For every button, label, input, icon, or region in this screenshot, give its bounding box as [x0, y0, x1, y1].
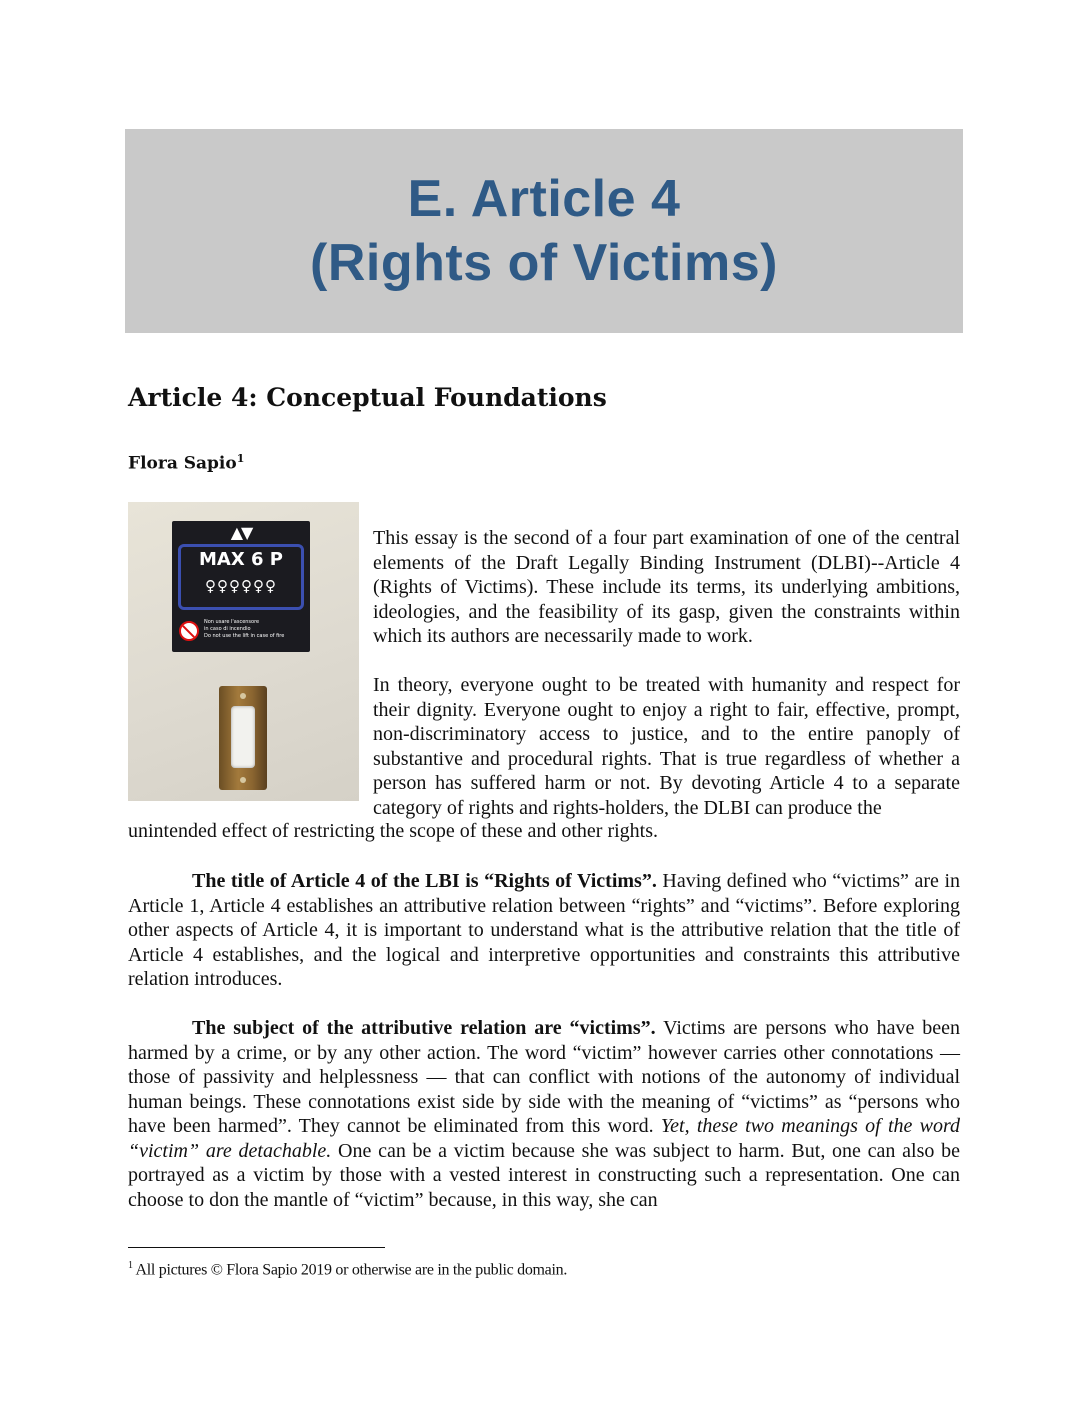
paragraph-subject-lead: The subject of the attributive relation are “victims”.	[192, 1017, 656, 1039]
elevator-sign-icon	[172, 521, 310, 652]
call-button-face	[231, 706, 255, 768]
call-button-icon	[219, 686, 267, 790]
elevator-photo	[128, 502, 359, 801]
chapter-title-line-2: (Rights of Victims)	[310, 234, 778, 292]
footnote-number: 1	[128, 1260, 133, 1271]
paragraph-subject	[128, 1016, 960, 1212]
chapter-title-line-1: E. Article 4	[407, 170, 681, 228]
fire-warning-line-2: in caso di incendio	[204, 626, 251, 632]
capacity-text: MAX 6 P	[199, 549, 283, 570]
paragraph-subject-emphasis: Yet, these two meanings of the word “victim” are detachable.	[128, 1115, 960, 1162]
fire-warning-note	[204, 619, 306, 640]
paragraph-title-relation-lead: The title of Article 4 of the LBI is “Rights of Victims”.	[192, 870, 657, 892]
footnote	[128, 1260, 567, 1279]
paragraph-subject-body-2: One can be a victim because she was subject to harm. But, one can also be portrayed as a victim by those with a vested interest in constructing such a representation. One can choose to don the mantle of “victim” because, in this way, she can	[128, 1139, 960, 1211]
author-name: Flora Sapio	[128, 453, 237, 474]
chapter-banner	[125, 129, 963, 333]
no-lift-fire-icon	[179, 621, 199, 641]
fire-warning-line-3: Do not use the lift in case of fire	[204, 633, 285, 639]
paragraph-title-relation-body: Having defined who “victims” are in Article 1, Article 4 establishes an attributive relation between “rights” and “victims”. Before exploring other aspects of Article 4, it is important to understand what is the attributive relation that the title of Article 4 establishes, and the logical and interpretive opportunities and constraints this attributive relation introduces.	[128, 870, 960, 990]
paragraph-theory: In theory, everyone ought to be treated with humanity and respect for their dignity. Everyone ought to enjoy a right to fair, effective, prompt, non-discriminatory access to justice, and to the entire panoply of substantive and procedural rights. That is true regardless of whether a person has suffered harm or not. By devoting Article 4 to a separate category of rights and rights-holders, the DLBI can produce the	[373, 674, 960, 819]
paragraph-subject-body-1: Victims are persons who have been harmed by a crime, or by any other action. The word “victim” however carries other connotations — those of passivity and helplessness — that can conflict with notions of the autonomy of individual human beings. These connotations exist side by side with the meaning of “victims” as “persons who have been harmed”. They cannot be eliminated from this word.	[128, 1017, 960, 1137]
paragraph-title-relation	[128, 869, 960, 992]
capacity-panel	[178, 544, 304, 610]
up-down-arrows-icon: ▲▼	[230, 523, 252, 542]
footnote-text: All pictures © Flora Sapio 2019 or otherwise are in the public domain.	[132, 1261, 568, 1279]
paragraph-theory-tail: unintended effect of restricting the scope of these and other rights.	[128, 820, 659, 842]
section-heading: Article 4: Conceptual Foundations	[128, 383, 607, 412]
screw-top-icon	[240, 693, 246, 699]
author-footnote-ref[interactable]: 1	[236, 452, 245, 465]
author-byline	[128, 452, 244, 474]
footnote-divider	[128, 1247, 385, 1248]
fire-warning-line-1: Non usare l'ascensore	[204, 619, 260, 625]
screw-bottom-icon	[240, 777, 246, 783]
paragraph-intro: This essay is the second of a four part examination of one of the central elements of the Draft Legally Binding Instrument (DLBI)--Article 4 (Rights of Victims). These include its terms, its underlying ambitions, ideologies, and the feasibility of its gasp, given the constraints within which its authors are necessarily made to work.	[373, 527, 960, 647]
people-icons: ♀♀♀♀♀♀	[205, 577, 277, 595]
